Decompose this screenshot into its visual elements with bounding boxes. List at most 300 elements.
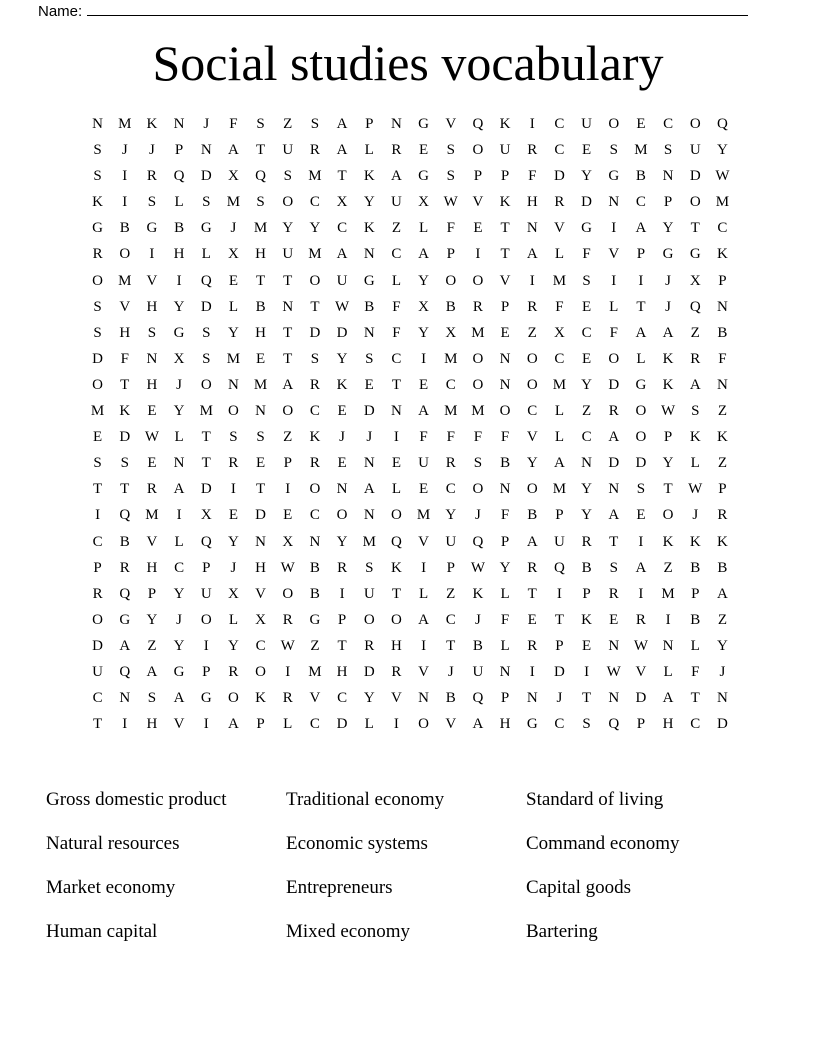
grid-cell[interactable]: C xyxy=(635,194,646,211)
grid-cell[interactable]: S xyxy=(93,168,102,185)
grid-cell[interactable]: F xyxy=(555,298,564,315)
grid-cell[interactable]: S xyxy=(582,272,591,289)
grid-cell[interactable]: T xyxy=(690,220,700,237)
grid-cell[interactable]: J xyxy=(176,376,182,393)
grid-cell[interactable]: B xyxy=(690,611,701,628)
grid-cell[interactable]: M xyxy=(308,663,322,680)
grid-cell[interactable]: U xyxy=(553,533,565,550)
grid-cell[interactable]: Z xyxy=(690,324,700,341)
grid-cell[interactable]: J xyxy=(176,611,182,628)
grid-cell[interactable]: I xyxy=(176,507,182,524)
grid-cell[interactable]: C xyxy=(554,142,565,159)
grid-cell[interactable]: R xyxy=(608,585,619,602)
grid-cell[interactable]: C xyxy=(391,246,402,263)
grid-cell[interactable]: S xyxy=(202,324,211,341)
grid-cell[interactable]: P xyxy=(202,663,211,680)
grid-cell[interactable]: N xyxy=(336,481,348,498)
grid-cell[interactable]: G xyxy=(635,376,647,393)
grid-cell[interactable]: N xyxy=(363,455,375,472)
grid-cell[interactable]: P xyxy=(500,690,510,707)
grid-cell[interactable]: I xyxy=(638,533,644,550)
grid-cell[interactable]: M xyxy=(308,168,322,185)
grid-cell[interactable]: M xyxy=(199,403,213,420)
grid-cell[interactable]: C xyxy=(92,533,103,550)
grid-cell[interactable]: J xyxy=(121,142,128,159)
grid-cell[interactable]: R xyxy=(527,298,538,315)
grid-cell[interactable]: I xyxy=(285,663,291,680)
grid-cell[interactable]: L xyxy=(228,611,238,628)
grid-cell[interactable]: N xyxy=(363,507,375,524)
grid-cell[interactable]: F xyxy=(120,350,129,367)
grid-cell[interactable]: O xyxy=(526,481,538,498)
grid-cell[interactable]: D xyxy=(553,663,565,680)
grid-cell[interactable]: R xyxy=(608,403,619,420)
grid-cell[interactable]: E xyxy=(255,455,266,472)
grid-cell[interactable]: G xyxy=(363,272,375,289)
grid-cell[interactable]: M xyxy=(362,533,376,550)
grid-cell[interactable]: M xyxy=(145,507,159,524)
grid-cell[interactable]: E xyxy=(418,376,429,393)
grid-cell[interactable]: G xyxy=(608,168,620,185)
grid-cell[interactable]: S xyxy=(229,429,238,446)
grid-cell[interactable]: T xyxy=(255,142,266,159)
grid-cell[interactable]: A xyxy=(282,376,294,393)
grid-cell[interactable]: O xyxy=(309,481,321,498)
grid-cell[interactable]: U xyxy=(336,272,348,289)
grid-cell[interactable]: A xyxy=(173,690,185,707)
grid-cell[interactable]: F xyxy=(500,507,510,524)
grid-cell[interactable]: W xyxy=(633,637,648,654)
grid-cell[interactable]: G xyxy=(146,220,158,237)
grid-cell[interactable]: F xyxy=(392,298,401,315)
grid-cell[interactable]: E xyxy=(228,272,238,289)
grid-cell[interactable]: Z xyxy=(663,559,673,576)
grid-cell[interactable]: A xyxy=(716,585,728,602)
grid-cell[interactable]: A xyxy=(173,481,185,498)
grid-cell[interactable]: T xyxy=(283,272,293,289)
grid-cell[interactable]: P xyxy=(718,272,727,289)
grid-cell[interactable]: E xyxy=(636,507,646,524)
grid-cell[interactable]: K xyxy=(662,533,674,550)
grid-cell[interactable]: I xyxy=(122,194,128,211)
grid-cell[interactable]: O xyxy=(472,142,484,159)
grid-cell[interactable]: P xyxy=(256,716,265,733)
grid-cell[interactable]: S xyxy=(93,324,102,341)
grid-cell[interactable]: Z xyxy=(717,611,727,628)
grid-cell[interactable]: R xyxy=(119,559,130,576)
grid-cell[interactable]: J xyxy=(339,429,345,446)
grid-cell[interactable]: V xyxy=(499,272,511,289)
grid-cell[interactable]: Y xyxy=(282,220,294,237)
grid-cell[interactable]: V xyxy=(119,298,131,315)
grid-cell[interactable]: V xyxy=(418,533,429,550)
grid-cell[interactable]: F xyxy=(473,429,483,446)
grid-cell[interactable]: L xyxy=(228,298,238,315)
grid-cell[interactable]: O xyxy=(689,116,701,132)
grid-cell[interactable]: O xyxy=(92,376,103,393)
grid-cell[interactable]: L xyxy=(283,716,293,733)
grid-cell[interactable]: Y xyxy=(363,194,375,211)
grid-cell[interactable]: J xyxy=(665,298,671,315)
grid-cell[interactable]: M xyxy=(444,403,458,420)
grid-cell[interactable]: T xyxy=(636,298,646,315)
grid-cell[interactable]: E xyxy=(500,324,510,341)
grid-cell[interactable]: B xyxy=(309,559,320,576)
grid-cell[interactable]: O xyxy=(662,507,674,524)
grid-cell[interactable]: W xyxy=(660,403,676,420)
grid-cell[interactable]: L xyxy=(690,455,700,472)
grid-cell[interactable]: X xyxy=(255,611,266,628)
grid-cell[interactable]: L xyxy=(418,585,429,602)
grid-cell[interactable]: K xyxy=(716,429,728,446)
grid-cell[interactable]: A xyxy=(119,637,131,654)
grid-cell[interactable]: G xyxy=(119,611,131,628)
grid-cell[interactable]: D xyxy=(608,376,620,393)
grid-cell[interactable]: Y xyxy=(363,690,375,707)
grid-cell[interactable]: E xyxy=(391,455,401,472)
grid-cell[interactable]: E xyxy=(337,403,347,420)
grid-cell[interactable]: S xyxy=(147,690,157,707)
grid-cell[interactable]: J xyxy=(203,116,210,132)
grid-cell[interactable]: P xyxy=(691,585,700,602)
grid-cell[interactable]: U xyxy=(92,663,103,680)
grid-cell[interactable]: O xyxy=(635,403,647,420)
grid-cell[interactable]: Y xyxy=(173,403,185,420)
grid-cell[interactable]: P xyxy=(663,194,673,211)
grid-cell[interactable]: S xyxy=(202,350,211,367)
grid-cell[interactable]: N xyxy=(227,376,239,393)
grid-cell[interactable]: N xyxy=(499,350,511,367)
grid-cell[interactable]: P xyxy=(446,559,455,576)
grid-cell[interactable]: T xyxy=(201,429,211,446)
name-write-in-line[interactable] xyxy=(87,2,748,16)
grid-cell[interactable]: M xyxy=(253,376,268,393)
grid-cell[interactable]: I xyxy=(95,507,101,524)
grid-cell[interactable]: U xyxy=(499,142,511,159)
grid-cell[interactable]: N xyxy=(662,637,674,654)
grid-cell[interactable]: Q xyxy=(472,690,484,707)
grid-cell[interactable]: N xyxy=(716,298,728,315)
grid-cell[interactable]: I xyxy=(393,716,399,733)
grid-cell[interactable]: E xyxy=(228,507,238,524)
grid-cell[interactable]: A xyxy=(227,716,239,733)
grid-cell[interactable]: Q xyxy=(689,298,701,315)
grid-cell[interactable]: Y xyxy=(336,533,348,550)
grid-cell[interactable]: H xyxy=(526,194,538,211)
grid-cell[interactable]: S xyxy=(473,455,483,472)
grid-cell[interactable]: D xyxy=(336,716,348,733)
grid-cell[interactable]: P xyxy=(93,559,102,576)
grid-cell[interactable]: L xyxy=(391,272,401,289)
grid-cell[interactable]: O xyxy=(309,272,321,289)
grid-cell[interactable]: Y xyxy=(227,637,239,654)
grid-cell[interactable]: T xyxy=(255,272,266,289)
grid-cell[interactable]: S xyxy=(609,559,618,576)
grid-cell[interactable]: I xyxy=(421,637,427,654)
grid-cell[interactable]: T xyxy=(337,168,347,185)
grid-cell[interactable]: O xyxy=(499,403,511,420)
grid-cell[interactable]: N xyxy=(499,376,511,393)
grid-cell[interactable]: N xyxy=(173,455,185,472)
grid-cell[interactable]: U xyxy=(445,533,457,550)
grid-cell[interactable]: E xyxy=(609,611,619,628)
grid-cell[interactable]: D xyxy=(200,481,212,498)
grid-cell[interactable]: G xyxy=(581,220,592,237)
grid-cell[interactable]: I xyxy=(584,663,590,680)
grid-cell[interactable]: C xyxy=(92,690,103,707)
grid-cell[interactable]: T xyxy=(120,481,130,498)
grid-cell[interactable]: C xyxy=(717,220,728,237)
grid-cell[interactable]: B xyxy=(119,533,130,550)
grid-cell[interactable]: A xyxy=(635,324,647,341)
grid-cell[interactable]: I xyxy=(393,429,399,446)
grid-cell[interactable]: T xyxy=(663,481,673,498)
grid-cell[interactable]: I xyxy=(203,637,209,654)
grid-cell[interactable]: H xyxy=(146,559,158,576)
grid-cell[interactable]: J xyxy=(230,559,237,576)
grid-cell[interactable]: H xyxy=(390,637,402,654)
grid-cell[interactable]: I xyxy=(421,350,427,367)
grid-cell[interactable]: R xyxy=(309,142,320,159)
grid-cell[interactable]: R xyxy=(472,298,483,315)
grid-cell[interactable]: C xyxy=(309,194,320,211)
grid-cell[interactable]: A xyxy=(336,142,348,159)
grid-cell[interactable]: P xyxy=(500,298,510,315)
grid-cell[interactable]: Z xyxy=(147,637,157,654)
grid-cell[interactable]: C xyxy=(445,481,456,498)
grid-cell[interactable]: Z xyxy=(283,429,293,446)
grid-cell[interactable]: E xyxy=(581,637,592,654)
grid-cell[interactable]: L xyxy=(609,298,619,315)
grid-cell[interactable]: L xyxy=(663,663,673,680)
grid-cell[interactable]: G xyxy=(418,168,429,185)
grid-cell[interactable]: V xyxy=(635,663,647,680)
grid-cell[interactable]: M xyxy=(118,272,132,289)
grid-cell[interactable]: E xyxy=(527,611,537,628)
grid-cell[interactable]: S xyxy=(202,194,211,211)
grid-cell[interactable]: T xyxy=(609,533,619,550)
grid-cell[interactable]: X xyxy=(336,194,348,211)
grid-cell[interactable]: H xyxy=(146,298,158,315)
grid-cell[interactable]: Q xyxy=(608,716,620,733)
grid-cell[interactable]: S xyxy=(609,142,618,159)
grid-cell[interactable]: P xyxy=(283,455,292,472)
grid-cell[interactable]: O xyxy=(282,403,294,420)
grid-cell[interactable]: V xyxy=(146,533,158,550)
grid-cell[interactable]: C xyxy=(663,116,674,132)
grid-cell[interactable]: Y xyxy=(581,507,592,524)
grid-cell[interactable]: C xyxy=(554,116,565,132)
grid-cell[interactable]: L xyxy=(364,142,374,159)
grid-cell[interactable]: Y xyxy=(227,324,239,341)
grid-cell[interactable]: X xyxy=(200,507,212,524)
grid-cell[interactable]: P xyxy=(636,246,646,263)
grid-cell[interactable]: E xyxy=(255,350,266,367)
grid-cell[interactable]: O xyxy=(472,376,484,393)
grid-cell[interactable]: S xyxy=(256,116,265,132)
grid-cell[interactable]: W xyxy=(334,298,350,315)
grid-cell[interactable]: Q xyxy=(173,168,185,185)
grid-cell[interactable]: O xyxy=(472,350,484,367)
grid-cell[interactable]: B xyxy=(500,455,511,472)
grid-cell[interactable]: V xyxy=(309,690,321,707)
grid-cell[interactable]: W xyxy=(144,429,159,446)
grid-cell[interactable]: Q xyxy=(716,116,728,132)
grid-cell[interactable]: D xyxy=(581,194,592,211)
grid-cell[interactable]: W xyxy=(280,637,295,654)
grid-cell[interactable]: V xyxy=(608,246,620,263)
grid-cell[interactable]: Q xyxy=(119,585,131,602)
grid-cell[interactable]: M xyxy=(118,116,132,132)
grid-cell[interactable]: M xyxy=(471,403,485,420)
grid-cell[interactable]: O xyxy=(445,272,457,289)
grid-cell[interactable]: B xyxy=(119,220,130,237)
grid-cell[interactable]: K xyxy=(689,429,701,446)
grid-cell[interactable]: O xyxy=(92,611,103,628)
grid-cell[interactable]: B xyxy=(445,690,456,707)
grid-cell[interactable]: Y xyxy=(146,611,158,628)
grid-cell[interactable]: D xyxy=(200,168,212,185)
grid-cell[interactable]: Y xyxy=(499,559,511,576)
grid-cell[interactable]: E xyxy=(473,220,483,237)
grid-cell[interactable]: T xyxy=(446,637,456,654)
grid-cell[interactable]: L xyxy=(690,637,700,654)
grid-cell[interactable]: G xyxy=(173,324,185,341)
grid-cell[interactable]: H xyxy=(173,246,185,263)
grid-cell[interactable]: Q xyxy=(255,168,266,185)
grid-cell[interactable]: O xyxy=(200,376,212,393)
grid-cell[interactable]: J xyxy=(230,220,237,237)
grid-cell[interactable]: P xyxy=(337,611,347,628)
grid-cell[interactable]: S xyxy=(310,350,320,367)
grid-cell[interactable]: R xyxy=(635,611,646,628)
grid-cell[interactable]: O xyxy=(608,116,620,132)
grid-cell[interactable]: L xyxy=(554,403,564,420)
grid-cell[interactable]: Z xyxy=(283,116,293,132)
grid-cell[interactable]: T xyxy=(283,324,293,341)
grid-cell[interactable]: M xyxy=(308,246,322,263)
grid-cell[interactable]: I xyxy=(339,585,345,602)
grid-cell[interactable]: Y xyxy=(173,298,185,315)
grid-cell[interactable]: R xyxy=(146,481,157,498)
grid-cell[interactable]: R xyxy=(690,350,701,367)
grid-cell[interactable]: E xyxy=(581,350,592,367)
grid-cell[interactable]: Z xyxy=(446,585,456,602)
grid-cell[interactable]: K xyxy=(716,246,728,263)
grid-cell[interactable]: E xyxy=(364,376,374,393)
grid-cell[interactable]: S xyxy=(446,142,455,159)
grid-cell[interactable]: R xyxy=(581,533,592,550)
grid-cell[interactable]: A xyxy=(553,455,565,472)
grid-cell[interactable]: X xyxy=(227,168,239,185)
grid-cell[interactable]: N xyxy=(390,403,402,420)
grid-cell[interactable]: U xyxy=(418,455,429,472)
grid-cell[interactable]: T xyxy=(554,611,564,628)
grid-cell[interactable]: D xyxy=(336,324,348,341)
grid-cell[interactable]: I xyxy=(611,272,617,289)
grid-cell[interactable]: D xyxy=(553,168,565,185)
grid-cell[interactable]: M xyxy=(552,272,567,289)
grid-cell[interactable]: A xyxy=(227,142,239,159)
grid-cell[interactable]: N xyxy=(363,324,375,341)
grid-cell[interactable]: L xyxy=(554,429,564,446)
grid-cell[interactable]: H xyxy=(255,559,266,576)
grid-cell[interactable]: N xyxy=(608,481,620,498)
grid-cell[interactable]: O xyxy=(282,585,294,602)
grid-cell[interactable]: U xyxy=(390,194,402,211)
grid-cell[interactable]: V xyxy=(255,585,266,602)
grid-cell[interactable]: Y xyxy=(581,376,592,393)
grid-cell[interactable]: Q xyxy=(553,559,565,576)
grid-cell[interactable]: R xyxy=(337,559,348,576)
grid-cell[interactable]: Z xyxy=(391,220,401,237)
grid-cell[interactable]: Q xyxy=(200,272,212,289)
grid-cell[interactable]: K xyxy=(92,194,103,211)
grid-cell[interactable]: R xyxy=(391,663,402,680)
grid-cell[interactable]: Y xyxy=(336,350,348,367)
grid-cell[interactable]: J xyxy=(665,272,671,289)
grid-cell[interactable]: F xyxy=(582,246,591,263)
grid-cell[interactable]: V xyxy=(146,272,158,289)
grid-cell[interactable]: E xyxy=(147,455,157,472)
grid-cell[interactable]: L xyxy=(174,194,184,211)
grid-cell[interactable]: T xyxy=(690,690,700,707)
grid-cell[interactable]: I xyxy=(122,716,128,733)
grid-cell[interactable]: L xyxy=(418,220,429,237)
grid-cell[interactable]: B xyxy=(690,559,701,576)
grid-cell[interactable]: N xyxy=(526,690,538,707)
grid-cell[interactable]: C xyxy=(309,403,320,420)
grid-cell[interactable]: O xyxy=(608,350,620,367)
grid-cell[interactable]: X xyxy=(282,533,294,550)
word-search-grid[interactable] xyxy=(84,111,736,737)
grid-cell[interactable]: C xyxy=(255,637,266,654)
grid-cell[interactable]: K xyxy=(309,429,321,446)
grid-cell[interactable]: Y xyxy=(716,142,728,159)
grid-cell[interactable]: B xyxy=(472,637,483,654)
grid-cell[interactable]: K xyxy=(499,116,511,132)
grid-cell[interactable]: J xyxy=(556,690,563,707)
grid-cell[interactable]: I xyxy=(421,559,427,576)
grid-cell[interactable]: W xyxy=(443,194,458,211)
grid-cell[interactable]: A xyxy=(146,663,158,680)
grid-cell[interactable]: J xyxy=(148,142,155,159)
grid-cell[interactable]: B xyxy=(717,559,728,576)
grid-cell[interactable]: K xyxy=(581,611,592,628)
grid-cell[interactable]: T xyxy=(255,481,266,498)
grid-cell[interactable]: G xyxy=(173,663,185,680)
grid-cell[interactable]: P xyxy=(500,168,510,185)
grid-cell[interactable]: Y xyxy=(173,585,185,602)
grid-cell[interactable]: N xyxy=(499,663,511,680)
grid-cell[interactable]: B xyxy=(717,324,728,341)
grid-cell[interactable]: I xyxy=(230,481,236,498)
grid-cell[interactable]: Q xyxy=(119,507,131,524)
grid-cell[interactable]: R xyxy=(146,168,157,185)
grid-cell[interactable]: R xyxy=(92,585,103,602)
grid-cell[interactable]: D xyxy=(119,429,131,446)
grid-cell[interactable]: M xyxy=(471,324,485,341)
grid-cell[interactable]: L xyxy=(391,481,401,498)
grid-cell[interactable]: B xyxy=(445,298,456,315)
grid-cell[interactable]: S xyxy=(691,403,700,420)
grid-cell[interactable]: S xyxy=(120,455,129,472)
grid-cell[interactable]: N xyxy=(255,403,266,420)
grid-cell[interactable]: E xyxy=(92,429,103,446)
grid-cell[interactable]: H xyxy=(255,324,266,341)
grid-cell[interactable]: D xyxy=(689,168,701,185)
grid-cell[interactable]: R xyxy=(282,611,293,628)
